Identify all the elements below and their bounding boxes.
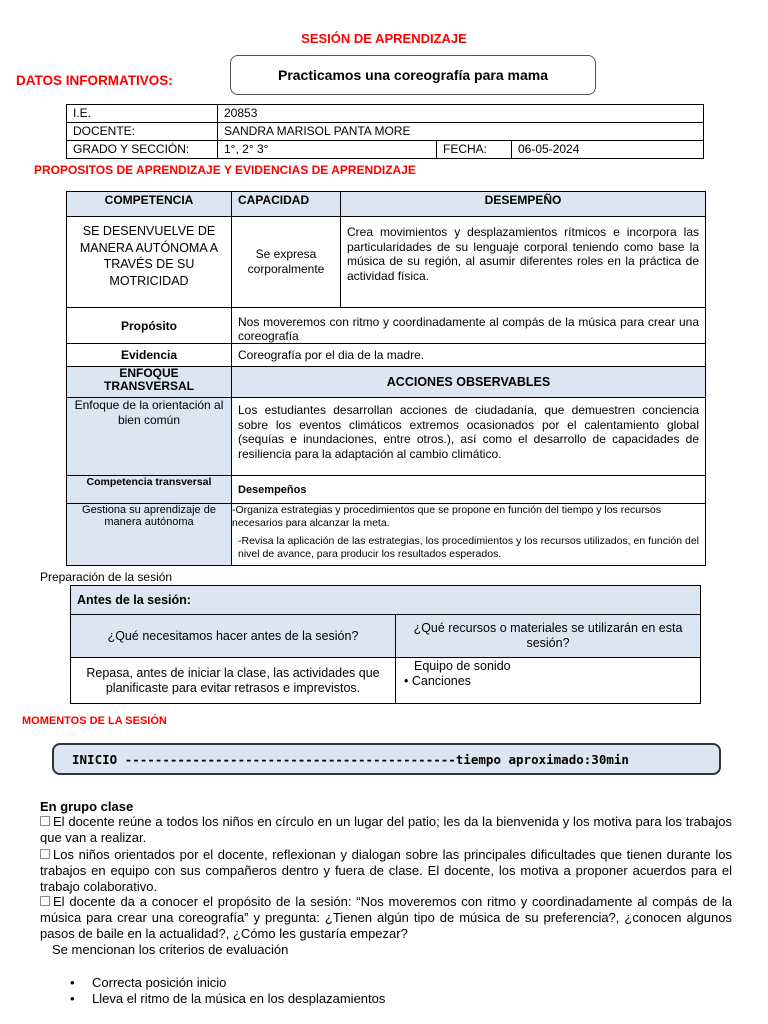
antes-label: Antes de la sesión: bbox=[71, 586, 701, 615]
paragraph-3 bbox=[40, 894, 732, 942]
resource-1: Equipo de sonido bbox=[414, 659, 511, 673]
momentos-label: MOMENTOS DE LA SESIÓN bbox=[22, 715, 167, 727]
docente-label: DOCENTE: bbox=[67, 123, 218, 141]
ie-label: I.E. bbox=[67, 105, 218, 123]
resource-2: • Canciones bbox=[404, 674, 471, 688]
session-theme-box bbox=[230, 55, 596, 95]
checkbox-icon bbox=[40, 896, 50, 906]
info-table bbox=[66, 104, 704, 159]
desempeno-cell: Crea movimientos y desplazamientos rítmicos e incorpora las particularidades de su lenguaje corporal teniendo como base la música de su región, al asumir diferentes roles en la práctica de actividad física. bbox=[341, 217, 706, 308]
bullet-icon: • bbox=[70, 975, 75, 990]
fecha-label: FECHA: bbox=[437, 141, 512, 159]
header-capacidad: CAPACIDAD bbox=[232, 192, 341, 217]
paragraph-2 bbox=[40, 847, 732, 895]
answer-2 bbox=[396, 658, 701, 704]
inicio-banner bbox=[52, 743, 721, 775]
resource-2-text: Canciones bbox=[411, 674, 471, 688]
inicio-dashes: -------------------------------------------- bbox=[124, 751, 456, 767]
paragraph-3-text: El docente da a conocer el propósito de la sesión: “Nos moveremos con ritmo y coordinadamente al compás de la música para crear una coreografía” y pregunta: ¿Tienen algún tipo de música de su preferencia?, ¿conocen algunos pasos de baile en la actualidad?, ¿Cómo les gustaría empezar? bbox=[40, 894, 732, 941]
question-1: ¿Qué necesitamos hacer antes de la sesión? bbox=[71, 615, 396, 658]
paragraph-1-text: El docente reúne a todos los niños en círculo en un lugar del patio; les da la bienvenida y los motiva para los trabajos que van a realizar. bbox=[40, 814, 732, 845]
desempeno-1: -Organiza estrategias y procedimientos que se propone en función del tiempo y los recursos necesarios para alcanzar la meta. bbox=[232, 504, 661, 529]
preparacion-label: Preparación de la sesión bbox=[40, 570, 173, 584]
checkbox-icon bbox=[40, 816, 50, 826]
question-2: ¿Qué recursos o materiales se utilizarán en esta sesión? bbox=[396, 615, 701, 658]
session-theme: Practicamos una coreografía para mama bbox=[277, 67, 548, 83]
enfoque-label: ENFOQUE TRANSVERSAL bbox=[67, 367, 232, 398]
bullet-icon: • bbox=[70, 991, 75, 1006]
paragraph-2-text: Los niños orientados por el docente, reflexionan y dialogan sobre las principales dificultades que tienen durante los trabajos en equipo con sus compañeros dentro y fuera de clase. El docente, los motiva a proponer acuerdos para el trabajo colaborativo. bbox=[40, 847, 732, 894]
criterio-text: Correcta posición inicio bbox=[92, 975, 227, 990]
inicio-label: INICIO bbox=[72, 751, 118, 767]
header-competencia: COMPETENCIA bbox=[67, 192, 232, 217]
propositos-label: PROPOSITOS DE APRENDIZAJE Y EVIDENCIAS DE APRENDIZAJE bbox=[34, 163, 416, 177]
header-desempeno: DESEMPEÑO bbox=[341, 192, 706, 217]
acciones-label: ACCIONES OBSERVABLES bbox=[232, 367, 706, 398]
proposito-cell: Nos moveremos con ritmo y coordinadamente al compás de la música para crear una coreografía bbox=[232, 308, 706, 344]
inicio-tiempo: tiempo aproximado:30min bbox=[455, 751, 629, 767]
evidencia-label: Evidencia bbox=[67, 344, 232, 367]
enfoque-cell: Enfoque de la orientación al bien común bbox=[67, 398, 232, 476]
preparacion-table bbox=[70, 585, 701, 704]
competencia-cell: SE DESENVUELVE DE MANERA AUTÓNOMA A TRAVÉS DE SU MOTRICIDAD bbox=[67, 217, 232, 308]
criterio-item bbox=[70, 991, 385, 1006]
ie-value: 20853 bbox=[218, 105, 704, 123]
grupo-clase-label: En grupo clase bbox=[40, 799, 134, 814]
fecha-value: 06-05-2024 bbox=[512, 141, 704, 159]
desempeno-2: -Revisa la aplicación de las estrategias, los procedimientos y los recursos utilizados, en función del nivel de avance, para producir los resultados esperados. bbox=[238, 535, 699, 560]
grado-value: 1°, 2° 3° bbox=[218, 141, 437, 159]
docente-value: SANDRA MARISOL PANTA MORE bbox=[218, 123, 704, 141]
comp-trans-cell: Gestiona su aprendizaje de manera autónoma bbox=[67, 504, 232, 566]
desempenos-cell bbox=[232, 504, 706, 566]
grado-label: GRADO Y SECCIÓN: bbox=[67, 141, 218, 159]
proposito-label: Propósito bbox=[67, 308, 232, 344]
acciones-cell: Los estudiantes desarrollan acciones de ciudadanía, que demuestren conciencia sobre los eventos climáticos extremos ocasionados por el calentamiento global (sequías e inundaciones, entre otros.), así como el desarrollo de capacidades de resiliencia para la adaptación al cambio climático. bbox=[232, 398, 706, 476]
desempenos-label: Desempeños bbox=[232, 476, 706, 504]
paragraph-1 bbox=[40, 814, 732, 846]
capacidad-cell: Se expresa corporalmente bbox=[232, 217, 341, 308]
answer-1: Repasa, antes de iniciar la clase, las actividades que planificaste para evitar retrasos e imprevistos. bbox=[71, 658, 396, 704]
criterio-text: Lleva el ritmo de la música en los desplazamientos bbox=[92, 991, 386, 1006]
criterios-intro: Se mencionan los criterios de evaluación bbox=[52, 942, 289, 957]
checkbox-icon bbox=[40, 849, 50, 859]
criterio-item bbox=[70, 975, 226, 990]
datos-informativos-label: DATOS INFORMATIVOS: bbox=[16, 73, 173, 88]
comp-trans-label: Competencia transversal bbox=[67, 476, 232, 504]
session-title: SESIÓN DE APRENDIZAJE bbox=[301, 31, 467, 46]
evidencia-cell: Coreografía por el dia de la madre. bbox=[232, 344, 706, 367]
propositos-table bbox=[66, 191, 706, 566]
